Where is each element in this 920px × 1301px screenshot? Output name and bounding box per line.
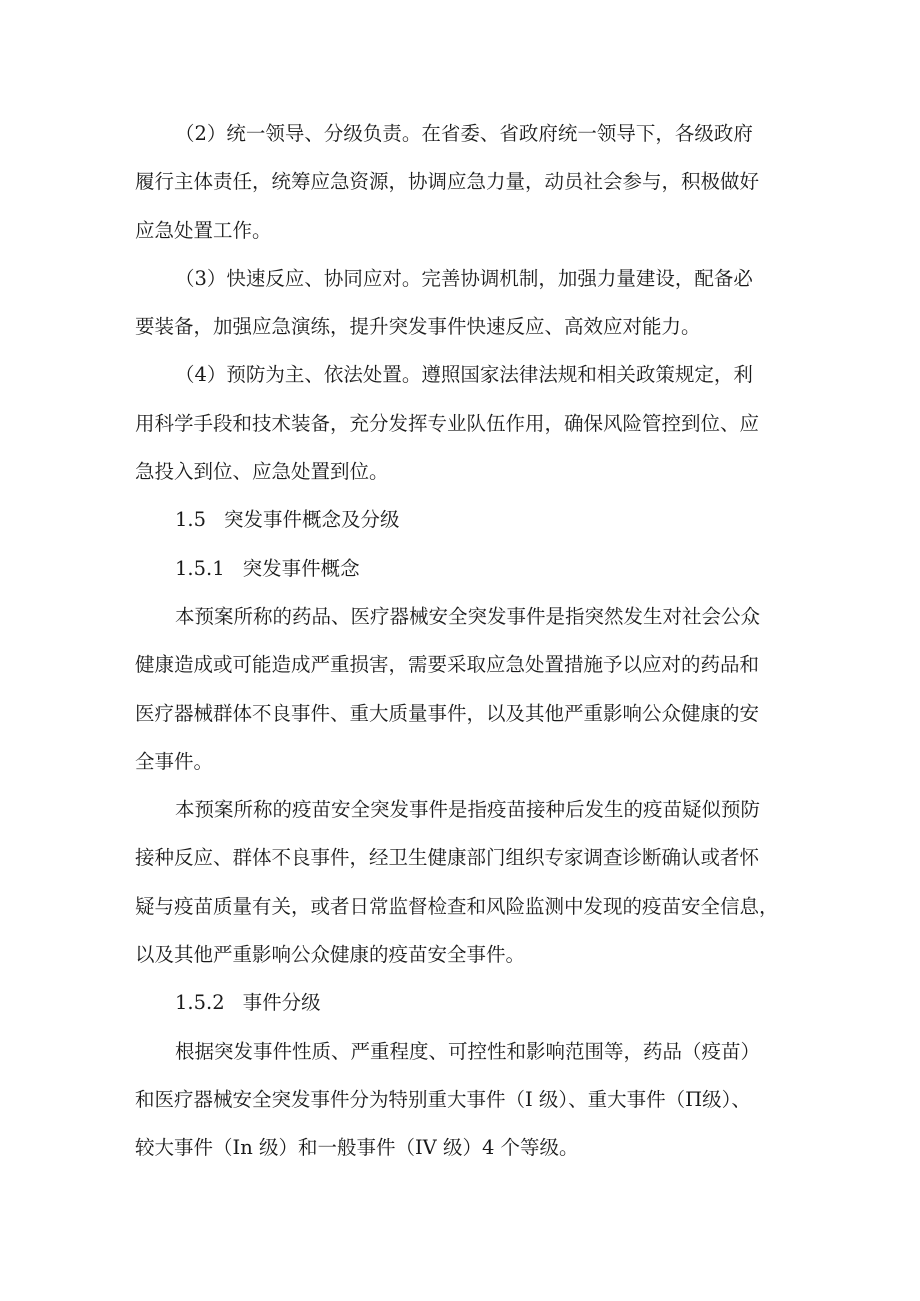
text-line: 本预案所称的疫苗安全突发事件是指疫苗接种后发生的疫苗疑似预防	[175, 798, 761, 822]
text-line: 要装备，加强应急演练，提升突发事件快速反应、高效应对能力。	[135, 315, 701, 339]
text-line: 健康造成或可能造成严重损害，需要采取应急处置措施予以应对的药品和	[135, 653, 760, 677]
document-page	[135, 110, 781, 1173]
paragraph-vaccine-definition	[135, 786, 781, 979]
text-line: 本预案所称的药品、医疗器械安全突发事件是指突然发生对社会公众	[175, 604, 761, 628]
section-title: 突发事件概念	[242, 556, 360, 580]
text-line: 全事件。	[135, 749, 214, 773]
text-line: 较大事件（In 级）和一般事件（IV 级）4 个等级。	[135, 1136, 579, 1160]
text-line: （4）预防为主、依法处置。遵照国家法律法规和相关政策规定，利	[175, 363, 753, 387]
section-title: 事件分级	[242, 991, 321, 1015]
text-line: 医疗器械群体不良事件、重大质量事件，以及其他严重影响公众健康的安	[135, 701, 760, 725]
text-line: 履行主体责任，统筹应急资源，协调应急力量，动员社会参与，积极做好	[135, 170, 760, 194]
section-heading-1-5-1	[135, 545, 781, 593]
text-line: 用科学手段和技术装备，充分发挥专业队伍作用，确保风险管控到位、应	[135, 411, 760, 435]
text-line: 根据突发事件性质、严重程度、可控性和影响范围等，药品（疫苗）	[175, 1039, 761, 1063]
paragraph-principle-2	[135, 110, 781, 255]
paragraph-event-grading	[135, 1028, 781, 1173]
text-line: （2）统一领导、分级负责。在省委、省政府统一领导下，各级政府	[175, 122, 753, 145]
section-number: 1.5.1	[175, 556, 225, 580]
section-number: 1.5	[175, 508, 207, 532]
paragraph-principle-3	[135, 255, 781, 352]
section-number: 1.5.2	[175, 991, 225, 1015]
text-line: 应急处置工作。	[135, 218, 272, 242]
text-line: 接种反应、群体不良事件，经卫生健康部门组织专家调查诊断确认或者怀	[135, 846, 760, 870]
section-heading-1-5-2	[135, 979, 781, 1027]
text-line: 和医疗器械安全突发事件分为特别重大事件（I 级）、重大事件（Π级）、	[135, 1087, 751, 1111]
section-heading-1-5	[135, 496, 781, 544]
section-title: 突发事件概念及分级	[224, 508, 400, 532]
paragraph-principle-4	[135, 351, 781, 496]
paragraph-drug-device-definition	[135, 593, 781, 786]
text-line: 疑与疫苗质量有关，或者日常监督检查和风险监测中发现的疫苗安全信息，	[135, 894, 779, 918]
text-line: 以及其他严重影响公众健康的疫苗安全事件。	[135, 943, 526, 967]
text-line: （3）快速反应、协同应对。完善协调机制，加强力量建设，配备必	[175, 266, 753, 290]
text-line: 急投入到位、应急处置到位。	[135, 460, 389, 484]
